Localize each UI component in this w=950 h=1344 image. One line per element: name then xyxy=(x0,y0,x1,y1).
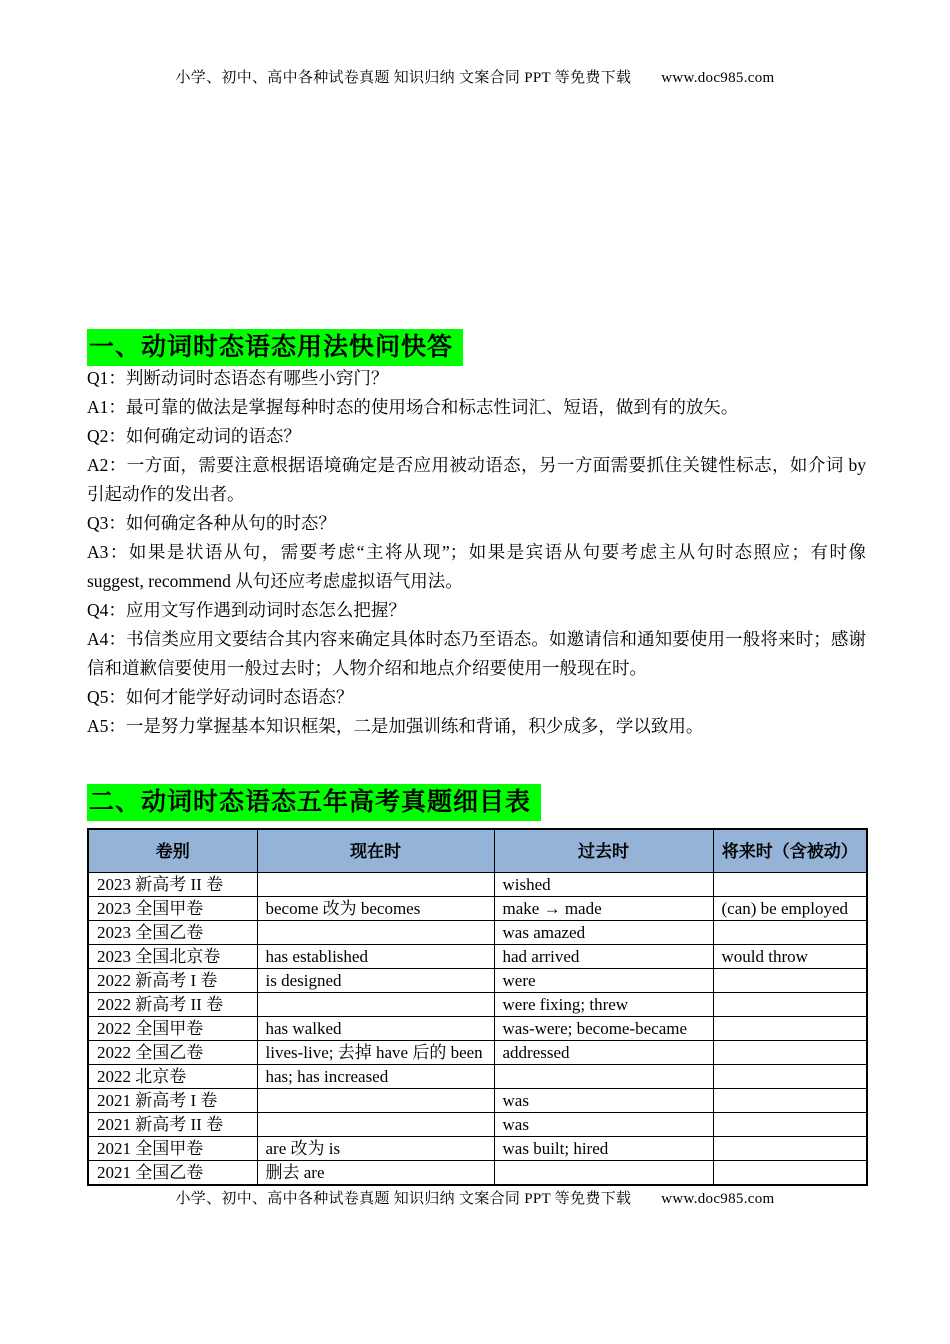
table-cell: become 改为 becomes xyxy=(257,897,494,921)
qa-line: A1：最可靠的做法是掌握每种时态的使用场合和标志性词汇、短语，做到有的放矢。 xyxy=(87,397,739,417)
qa-line: Q2：如何确定动词的语态？ xyxy=(87,426,301,446)
page-header xyxy=(0,67,950,89)
table-cell: has; has increased xyxy=(257,1065,494,1089)
table-cell: was xyxy=(494,1089,713,1113)
table-cell xyxy=(713,1017,867,1041)
qa-line: A2：一方面，需要注意根据语境确定是否应用被动语态，另一方面需要抓住关键性标志，如介词 by 引起动作的发出者。 xyxy=(87,455,866,504)
table-row xyxy=(88,945,867,969)
table-cell xyxy=(713,969,867,993)
table-cell xyxy=(713,1065,867,1089)
table-cell: wished xyxy=(494,873,713,897)
table-row xyxy=(88,921,867,945)
header-url-link[interactable]: www.doc985.com xyxy=(661,70,775,86)
section1-title xyxy=(87,329,463,366)
table-cell: 2023 新高考 II 卷 xyxy=(88,873,257,897)
table-row xyxy=(88,1161,867,1186)
table-cell xyxy=(257,1113,494,1137)
table-row xyxy=(88,1137,867,1161)
table-cell: lives-live; 去掉 have 后的 been xyxy=(257,1041,494,1065)
table-cell xyxy=(257,993,494,1017)
table-cell xyxy=(713,873,867,897)
table-header-cell: 将来时（含被动） xyxy=(713,829,867,873)
table-cell xyxy=(257,921,494,945)
footer-text: 小学、初中、高中各种试卷真题 知识归纳 文案合同 PPT 等免费下载 xyxy=(175,1191,632,1207)
table-cell: was amazed xyxy=(494,921,713,945)
table-row xyxy=(88,1041,867,1065)
table-cell: make → made xyxy=(494,897,713,921)
qa-line: Q4：应用文写作遇到动词时态怎么把握？ xyxy=(87,600,406,620)
table-cell: 2022 新高考 II 卷 xyxy=(88,993,257,1017)
section2-title xyxy=(87,784,541,821)
table-cell: 2021 新高考 I 卷 xyxy=(88,1089,257,1113)
table-cell: would throw xyxy=(713,945,867,969)
table-cell: were fixing; threw xyxy=(494,993,713,1017)
qa-line: A4：书信类应用文要结合其内容来确定具体时态乃至语态。如邀请信和通知要使用一般将来时；感谢信和道歉信要使用一般过去时；人物介绍和地点介绍要使用一般现在时。 xyxy=(87,629,866,678)
table-cell: are 改为 is xyxy=(257,1137,494,1161)
table-header-cell: 现在时 xyxy=(257,829,494,873)
table-cell: addressed xyxy=(494,1041,713,1065)
table-cell xyxy=(494,1161,713,1186)
table-cell: is designed xyxy=(257,969,494,993)
header-text: 小学、初中、高中各种试卷真题 知识归纳 文案合同 PPT 等免费下载 xyxy=(175,70,632,86)
table-cell: had arrived xyxy=(494,945,713,969)
footer-url-link[interactable]: www.doc985.com xyxy=(661,1191,775,1207)
table-row xyxy=(88,1113,867,1137)
table-cell xyxy=(713,1113,867,1137)
table-row xyxy=(88,969,867,993)
table-cell xyxy=(713,993,867,1017)
table-cell: 2023 全国甲卷 xyxy=(88,897,257,921)
table-header-cell: 过去时 xyxy=(494,829,713,873)
qa-line: Q3：如何确定各种从句的时态？ xyxy=(87,513,336,533)
table-header-cell: 卷别 xyxy=(88,829,257,873)
table-cell: was built; hired xyxy=(494,1137,713,1161)
table-row xyxy=(88,1065,867,1089)
page-footer xyxy=(0,1188,950,1210)
table-cell: 2022 北京卷 xyxy=(88,1065,257,1089)
table-cell xyxy=(713,1137,867,1161)
table-cell xyxy=(494,1065,713,1089)
table-cell: was xyxy=(494,1113,713,1137)
table-cell: 2021 新高考 II 卷 xyxy=(88,1113,257,1137)
table-cell: 2022 新高考 I 卷 xyxy=(88,969,257,993)
table-cell: has walked xyxy=(257,1017,494,1041)
table-cell: has established xyxy=(257,945,494,969)
table-cell xyxy=(257,1089,494,1113)
table-cell: 2021 全国乙卷 xyxy=(88,1161,257,1186)
qa-line: Q1：判断动词时态语态有哪些小窍门？ xyxy=(87,368,389,388)
table-cell xyxy=(713,1041,867,1065)
qa-line: A3：如果是状语从句，需要考虑“主将从现”；如果是宾语从句要考虑主从句时态照应；有时像 suggest, recommend 从句还应考虑虚拟语气用法。 xyxy=(87,542,866,591)
table-cell xyxy=(713,1089,867,1113)
table-header-row xyxy=(88,829,867,873)
table-cell: were xyxy=(494,969,713,993)
table-row xyxy=(88,1089,867,1113)
table-row xyxy=(88,897,867,921)
section2-title-text: 二、动词时态语态五年高考真题细目表 xyxy=(87,784,541,821)
qa-block xyxy=(87,364,866,741)
qa-line: A5：一是努力掌握基本知识框架，二是加强训练和背诵，积少成多，学以致用。 xyxy=(87,716,704,736)
table-row xyxy=(88,993,867,1017)
table-row xyxy=(88,873,867,897)
table-cell: 2022 全国乙卷 xyxy=(88,1041,257,1065)
table-cell: was-were; become-became xyxy=(494,1017,713,1041)
table-cell xyxy=(257,873,494,897)
qa-line: Q5：如何才能学好动词时态语态？ xyxy=(87,687,354,707)
table-cell: 2021 全国甲卷 xyxy=(88,1137,257,1161)
table-cell xyxy=(713,921,867,945)
table-cell: 2023 全国乙卷 xyxy=(88,921,257,945)
exam-table xyxy=(87,828,868,1186)
section1-title-text: 一、动词时态语态用法快问快答 xyxy=(87,329,463,366)
table-cell: (can) be employed xyxy=(713,897,867,921)
table-cell: 2022 全国甲卷 xyxy=(88,1017,257,1041)
table-row xyxy=(88,1017,867,1041)
table-cell xyxy=(713,1161,867,1186)
table-cell: 2023 全国北京卷 xyxy=(88,945,257,969)
table-cell: 删去 are xyxy=(257,1161,494,1186)
